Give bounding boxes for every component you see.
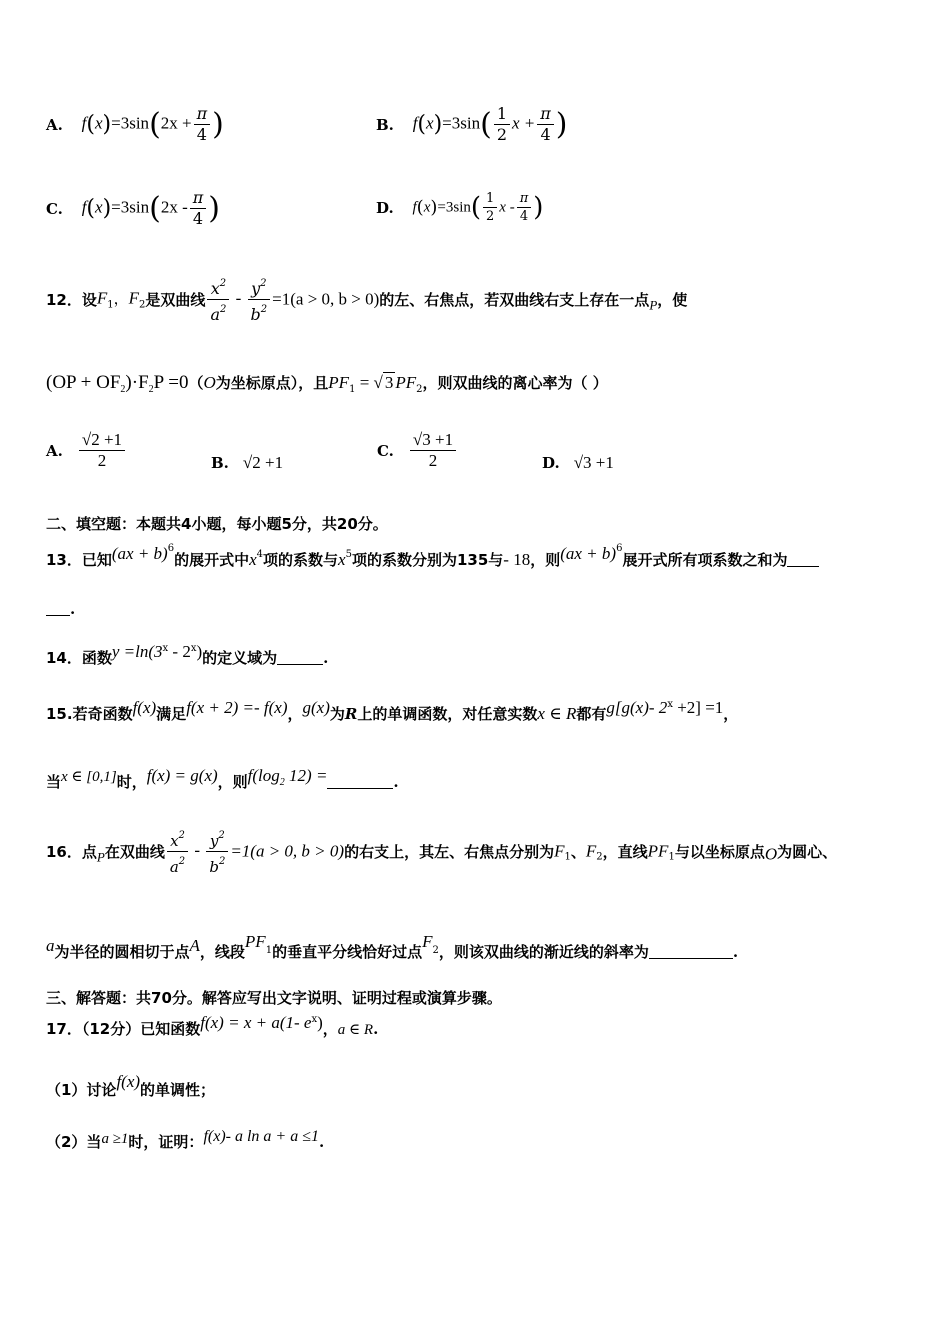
option-label: C. (46, 199, 63, 218)
q12-option-b: B. √2 +1 (211, 453, 284, 472)
section-2-heading: 二、填空题：本题共4小题，每小题5分，共20分。 (46, 515, 388, 533)
answer-blank[interactable] (327, 774, 393, 789)
option-label: B. (376, 115, 394, 134)
q16-line-1: 16．点P在双曲线 $\frac{x^2}{a^2}$ - $\frac{y^2}{b^2}$ =1(a > 0, b > 0)的右支上，其左、右焦点分别为$F_1$、$F_2$，直线$PF_1$与以坐标原点O为圆心、 (46, 826, 837, 877)
q11-option-a: A. f(x)=3sin(2x + $\frac{\pi}{4}$ ) (46, 104, 224, 144)
q12-line-2: $(OP + OF_2)\cdot F_2P =0(O$为坐标原点），且$PF_1$ = √ 3 $PF_2$，则双曲线的离心率为（ ） (46, 372, 608, 395)
q12-line-1: 12．设$F_1$，$F_2$是双曲线 $\frac{x^2}{a^2}$ - $\frac{y^2}{b^2}$ =1(a > 0, b > 0)的左、右焦点，若双曲线右支上存在一点P，使 (46, 274, 687, 325)
section-3-heading: 三、解答题：共70分。解答应写出文字说明、证明过程或演算步骤。 (46, 989, 502, 1007)
q15-line-1: 15.若奇函数f(x)满足f(x + 2) =- f(x)，g(x)为R上的单调函数，对任意实数x ∈ R都有g[g(x)- $2^x +2] =1$， (46, 698, 739, 723)
q14: 14．函数$y =\ln(3^x - 2^x)$的定义域为 . (46, 642, 329, 667)
answer-blank[interactable] (46, 601, 70, 616)
q13-line-2: . (46, 600, 75, 618)
q17-part-1: （1）讨论f(x)的单调性； (46, 1072, 216, 1099)
q11-option-b: B. f(x)=3sin( $\frac{1}{2}$ x + $\frac{\pi}{4}$ ) (376, 104, 568, 144)
q11-option-d: D. f(x)=3sin( $\frac{1}{2}$ x - $\frac{\pi}{4}$ ) (376, 191, 544, 224)
q16-line-2: a为半径的圆相切于点A，线段$PF^1$的垂直平分线恰好过点$F^2$，则该双曲线的渐近线的斜率为 . (46, 932, 739, 961)
q17-line-1: 17．（12分）已知函数f(x) = x + a(1- $e^x$)，a ∈ R. (46, 1013, 379, 1038)
option-label: D. (376, 198, 394, 217)
q12-option-a: A. $\frac{√2 +1}{2}$ (46, 430, 127, 471)
option-label: A. (46, 115, 63, 134)
q13-line-1: 13．已知(ax + b)$^6$的展开式中$x^4$项的系数与$x^5$项的系数分别为135与- 18，则(ax + b)$^6$展开式所有项系数之和为 (46, 543, 819, 570)
q17-part-2: （2）当a ≥1时，证明：f(x)- a ln a + a ≤1. (46, 1128, 325, 1151)
answer-blank[interactable] (787, 552, 819, 567)
q12-option-d: D. √3 +1 (542, 453, 614, 472)
q11-option-c: C. f(x)=3sin(2x - $\frac{\pi}{4}$ ) (46, 188, 220, 228)
q12-option-c: C. $\frac{√3 +1}{2}$ (377, 430, 458, 471)
q15-line-2: 当x ∈ [0,1]时，f(x) = g(x)，则$f(\log_2$ 12) = . (46, 766, 399, 791)
answer-blank[interactable] (277, 650, 323, 665)
answer-blank[interactable] (649, 944, 733, 959)
